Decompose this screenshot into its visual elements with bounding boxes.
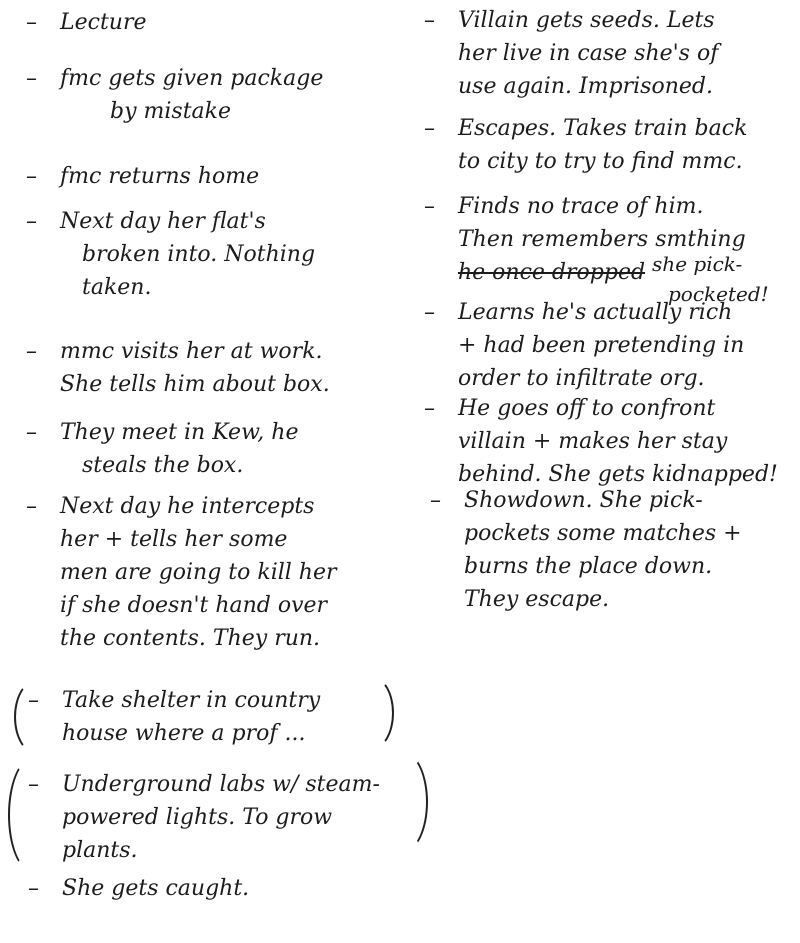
bullet-dash: – [28, 772, 39, 797]
bullet-dash: – [26, 209, 37, 234]
bullet-dash: – [28, 876, 39, 901]
note-shelter: – Take shelter in country house where a prof ... [62, 684, 320, 750]
bullet-dash: – [26, 420, 37, 445]
bullet-dash: – [26, 164, 37, 189]
bullet-dash: – [26, 339, 37, 364]
note-kew: – They meet in Kew, he steals the box. [60, 416, 298, 482]
bullet-dash: – [26, 494, 37, 519]
crossed-out-text: he once dropped [458, 260, 646, 285]
bullet-dash: – [424, 8, 435, 33]
bracket-right [350, 676, 394, 750]
note-confront-villain: – He goes off to confront villain + makes her stay behind. She gets kidnapped! [458, 392, 778, 491]
note-flat-broken: – Next day her flat's broken into. Nothing taken. [60, 205, 315, 304]
bullet-dash: – [28, 688, 39, 713]
note-lecture: – Lecture [60, 6, 147, 39]
bullet-dash: – [424, 194, 435, 219]
note-escapes: – Escapes. Takes train back to city to try to find mmc. [458, 112, 747, 178]
insertion-text-continued: pocketed! [668, 282, 769, 306]
bullet-dash: – [424, 300, 435, 325]
note-caught: – She gets caught. [62, 872, 249, 905]
note-underground-labs: – Underground labs w/ steam- powered lights. To grow plants. [62, 768, 380, 867]
bullet-dash: – [430, 488, 441, 513]
note-package: – fmc gets given package by mistake [60, 62, 323, 128]
bullet-dash: – [424, 396, 435, 421]
bullet-dash: – [424, 116, 435, 141]
note-no-trace: – Finds no trace of him. Then remembers smthing he once dropped she pick- pocketed! [458, 190, 746, 289]
note-intercepts: – Next day he intercepts her + tells her some men are going to kill her if she doesn't hand over the contents. They run. [60, 490, 337, 655]
insertion-text: she pick- [652, 252, 743, 276]
bullet-dash: – [26, 10, 37, 35]
bracket-right [380, 752, 428, 852]
note-villain-seeds: – Villain gets seeds. Lets her live in case she's of use again. Imprisoned. [458, 4, 718, 103]
note-mmc-visits: – mmc visits her at work. She tells him about box. [60, 335, 330, 401]
bullet-dash: – [26, 66, 37, 91]
note-returns-home: – fmc returns home [60, 160, 259, 193]
note-showdown: – Showdown. She pick- pockets some matches + burns the place down. They escape. [464, 484, 742, 616]
note-learns-rich: – Learns he's actually rich + had been pretending in order to infiltrate org. [458, 296, 744, 395]
